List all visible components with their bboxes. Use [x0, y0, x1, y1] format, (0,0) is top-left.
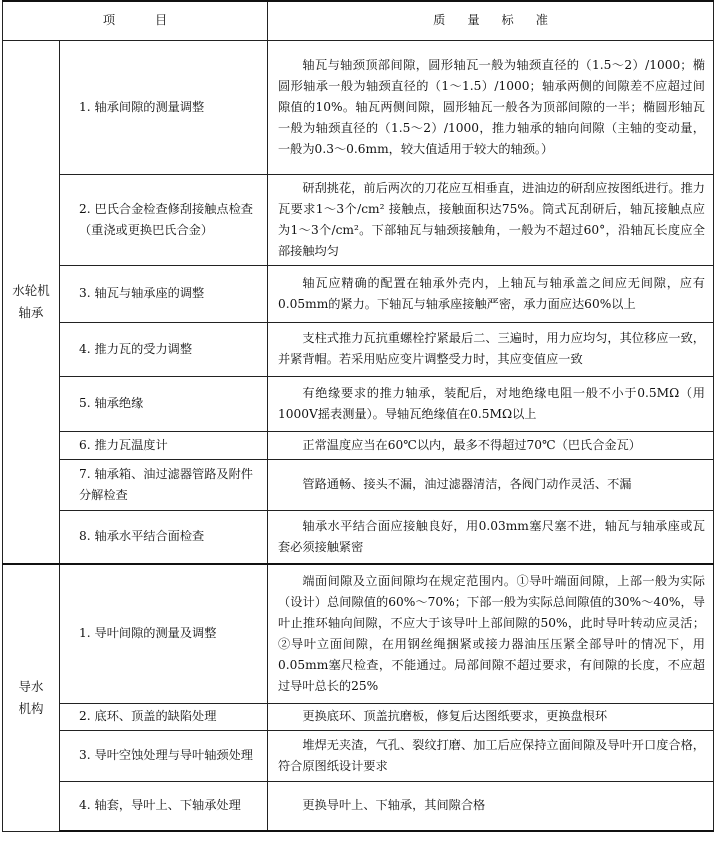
- table-row: [3, 376, 714, 431]
- header-item: [3, 1, 268, 40]
- table-row: [3, 703, 714, 730]
- table-row: [3, 174, 714, 265]
- header-std-char-1: 质: [433, 13, 446, 28]
- standard-cell: 正常温度应当在60℃以内，最多不得超过70℃（巴氏合金瓦）: [268, 431, 714, 459]
- header-item-char-2: 目: [155, 13, 168, 28]
- standard-cell: 端面间隙及立面间隙均在规定范围内。①导叶端面间隙，上部一般为实际（设计）总间隙值的60%～70%；下部一般为实际总间隙值的30%～40%，导叶止推环轴向间隙，不应大于该导叶上部间隙的50%，此时导叶转动应灵活；②导叶立面间隙，在用钢丝绳捆紧或接力器油压压紧全部导叶的情况下，用0.05mm塞尺检查，不能通过。局部间隙不超过要求，有间隙的长度，不应超过导叶总长的25%: [268, 564, 714, 703]
- item-cell: 4. 轴套，导叶上、下轴承处理: [60, 781, 268, 831]
- standard-cell: 更换导叶上、下轴承，其间隙合格: [268, 781, 714, 831]
- standard-cell: 轴瓦应精确的配置在轴承外壳内，上轴瓦与轴承盖之间应无间隙，应有0.05mm的紧力。下轴瓦与轴承座接触严密，承力面应达60%以上: [268, 265, 714, 322]
- group-name-line1: 水轮机: [12, 282, 50, 298]
- item-cell: 1. 轴承间隙的测量调整: [60, 40, 268, 174]
- standard-cell: 有绝缘要求的推力轴承，装配后，对地绝缘电阻一般不小于0.5MΩ（用1000V摇表测量）。导轴瓦绝缘值在0.5MΩ以上: [268, 376, 714, 431]
- group-name-line2: 轴承: [18, 304, 44, 320]
- item-cell: 4. 推力瓦的受力调整: [60, 322, 268, 376]
- table-row: [3, 40, 714, 174]
- standard-cell: 轴承水平结合面应接触良好，用0.03mm塞尺塞不进，轴瓦与轴承座或瓦套必须接触紧密: [268, 510, 714, 564]
- standard-cell: 支柱式推力瓦抗重螺栓拧紧最后二、三遍时，用力应均匀，其位移应一致，并紧背帽。若采用贴应变片调整受力时，其应变值应一致: [268, 322, 714, 376]
- table-row: [3, 510, 714, 564]
- table-row: [3, 781, 714, 831]
- group-name-line2: 机构: [18, 700, 44, 716]
- header-standard: [268, 1, 714, 40]
- item-cell: 3. 导叶空蚀处理与导叶轴颈处理: [60, 730, 268, 781]
- standard-cell: 堆焊无夹渣，气孔、裂纹打磨、加工后应保持立面间隙及导叶开口度合格，符合原图纸设计要求: [268, 730, 714, 781]
- table-header-row: [3, 1, 714, 40]
- item-cell: 2. 底环、顶盖的缺陷处理: [60, 703, 268, 730]
- item-cell: 6. 推力瓦温度计: [60, 431, 268, 459]
- group-cell-turbine-bearing: [3, 40, 60, 564]
- item-cell: 8. 轴承水平结合面检查: [60, 510, 268, 564]
- standard-cell: 研刮挑花，前后两次的刀花应互相垂直，进油边的研刮应按图纸进行。推力瓦要求1～3个/cm² 接触点，接触面积达75%。筒式瓦刮研后，轴瓦接触点应为1～3个/cm²。下部轴瓦与轴颈接触角，一般为不超过60°，沿轴瓦长度应全部接触均匀: [268, 174, 714, 265]
- table-row: [3, 459, 714, 510]
- header-std-char-4: 准: [535, 13, 548, 28]
- item-cell: 3. 轴瓦与轴承座的调整: [60, 265, 268, 322]
- header-item-char-1: 项: [102, 13, 115, 28]
- table-row: [3, 322, 714, 376]
- item-cell: 5. 轴承绝缘: [60, 376, 268, 431]
- standard-cell: 管路通畅、接头不漏，油过滤器清洁，各阀门动作灵活、不漏: [268, 459, 714, 510]
- item-cell: 2. 巴氏合金检查修刮接触点检查（重浇或更换巴氏合金）: [60, 174, 268, 265]
- table-row: [3, 564, 714, 703]
- quality-standard-table: [2, 0, 714, 832]
- header-std-char-2: 量: [467, 13, 480, 28]
- group-cell-guide-mechanism: [3, 564, 60, 831]
- standard-cell: 更换底环、顶盖抗磨板，修复后达图纸要求，更换盘根环: [268, 703, 714, 730]
- header-std-char-3: 标: [501, 13, 514, 28]
- item-cell: 7. 轴承箱、油过滤器管路及附件分解检查: [60, 459, 268, 510]
- group-name-line1: 导水: [18, 678, 44, 694]
- table-row: [3, 730, 714, 781]
- table-row: [3, 265, 714, 322]
- item-cell: 1. 导叶间隙的测量及调整: [60, 564, 268, 703]
- table-row: [3, 431, 714, 459]
- standard-cell: 轴瓦与轴颈顶部间隙，圆形轴瓦一般为轴颈直径的（1.5～2）/1000；椭圆形轴承一般为轴颈直径的（1～1.5）/1000；轴承两侧的间隙差不应超过间隙值的10%。轴瓦两侧间隙，圆形轴瓦一般各为顶部间隙的一半；椭圆形轴瓦一般为轴颈直径的（1.5～2）/1000，推力轴承的轴向间隙（主轴的变动量，一般为0.3～0.6mm，较大值适用于较大的轴颈。）: [268, 40, 714, 174]
